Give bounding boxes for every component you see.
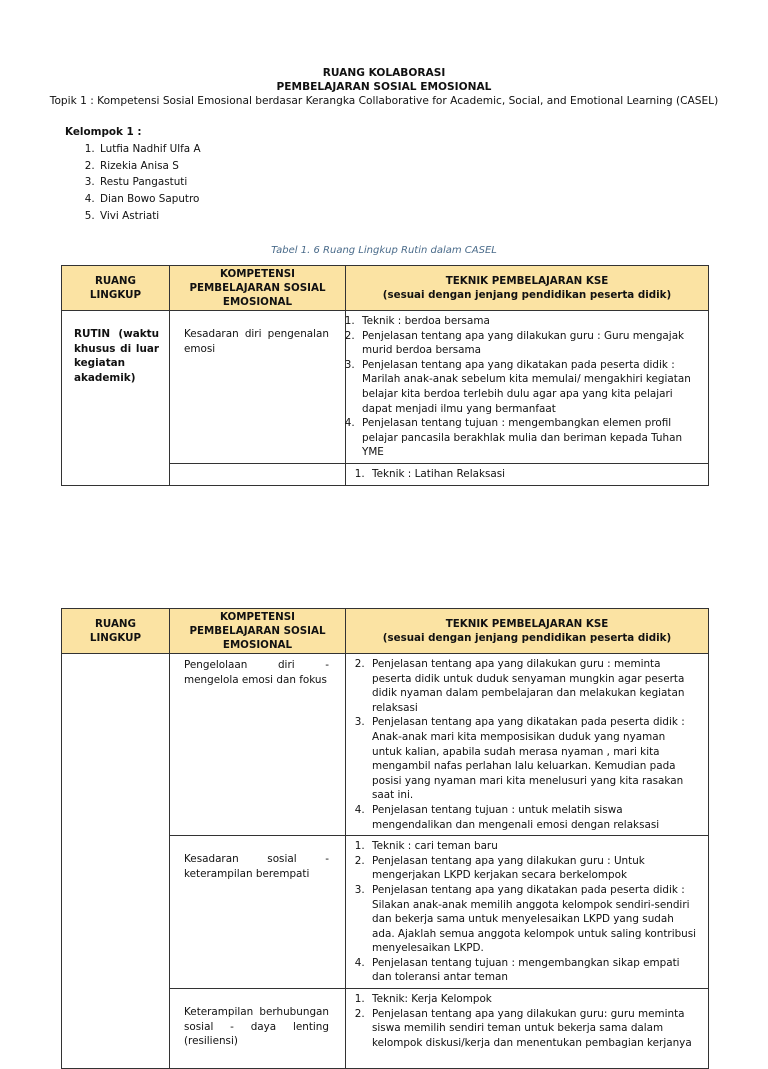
header-text: EMOSIONAL: [222, 639, 293, 651]
technique-cell: [346, 463, 709, 485]
list-item: 1. Teknik : cari teman baru: [368, 839, 698, 854]
competence-cell: Keterampilan berhubungan sosial - daya lenting (resiliensi): [170, 989, 346, 1069]
list-item: 1. Teknik : berdoa bersama: [358, 314, 698, 329]
competence-cell: Kesadaran diri pengenalan emosi: [170, 311, 346, 464]
technique-list: [346, 839, 698, 985]
table-continued: [61, 608, 709, 1069]
header-text: TEKNIK PEMBELAJARAN KSE: [445, 618, 609, 630]
document-subtitle: PEMBELAJARAN SOSIAL EMOSIONAL: [276, 81, 492, 93]
header-text: LINGKUP: [89, 632, 142, 644]
member-item: 1. Lutfia Nadhif Ulfa A: [98, 141, 201, 158]
list-item: 3. Penjelasan tentang apa yang dikatakan pada peserta didik : Silakan anak-anak memilih anggota kelompok sendiri-sendiri dan bekerja sama untuk menyelesaikan LKPD yang sudah ada. Ajaklah semua anggota kelompok untuk saling kontribusi menyelesaikan LKPD.: [368, 883, 698, 956]
header-text: PEMBELAJARAN SOSIAL: [189, 282, 326, 294]
topic-line: Topik 1 : Kompetensi Sosial Emosional berdasar Kerangka Collaborative for Academic, Social, and Emotional Learning (CASEL): [49, 95, 719, 107]
technique-cell: [346, 836, 709, 989]
header-ruang-lingkup: [62, 609, 170, 654]
list-item: 1. Teknik : Latihan Relaksasi: [368, 467, 698, 482]
table-rutin: [61, 265, 709, 486]
list-item: 2. Penjelasan tentang apa yang dilakukan guru : meminta peserta didik untuk duduk senyaman mungkin agar peserta didik nyaman dalam pembelajaran dan melakukan kegiatan relaksasi: [368, 657, 698, 715]
scope-cell: [62, 654, 170, 1069]
header-text: RUANG: [94, 618, 136, 630]
header-text: EMOSIONAL: [222, 296, 293, 308]
list-item: 1. Teknik: Kerja Kelompok: [368, 992, 698, 1007]
technique-cell: [346, 311, 709, 464]
member-item: 3. Restu Pangastuti: [98, 174, 201, 191]
table-header-row: [62, 609, 709, 654]
technique-cell: [346, 989, 709, 1069]
member-list: [65, 141, 201, 225]
list-item: 2. Penjelasan tentang apa yang dilakukan guru : Guru mengajak murid berdoa bersama: [358, 329, 698, 358]
member-item: 5. Vivi Astriati: [98, 208, 201, 225]
header-text: RUANG: [94, 275, 136, 287]
technique-list: [346, 657, 698, 832]
table-row: [62, 311, 709, 464]
competence-cell: Kesadaran sosial - keterampilan berempati: [170, 836, 346, 989]
group-label: Kelompok 1 :: [65, 126, 142, 138]
header-text: PEMBELAJARAN SOSIAL: [189, 625, 326, 637]
header-text: TEKNIK PEMBELAJARAN KSE: [445, 275, 609, 287]
table-header-row: [62, 266, 709, 311]
technique-list: [346, 314, 698, 460]
header-text: LINGKUP: [89, 289, 142, 301]
table-caption: Tabel 1. 6 Ruang Lingkup Rutin dalam CASEL: [271, 245, 497, 256]
list-item: 4. Penjelasan tentang tujuan : untuk melatih siswa mengendalikan dan mengenali emosi dengan relaksasi: [368, 803, 698, 832]
list-item: 3. Penjelasan tentang apa yang dikatakan pada peserta didik : Marilah anak-anak sebelum kita memulai/ mengakhiri kegiatan belajar kita berdoa terlebih dulu agar apa yang kita pelajari dapat menjadi ilmu yang bermanfaat: [358, 358, 698, 416]
header-text: (sesuai dengan jenjang pendidikan peserta didik): [382, 632, 672, 644]
member-item: 4. Dian Bowo Saputro: [98, 191, 201, 208]
group-section: [65, 124, 201, 225]
header-kompetensi: [170, 609, 346, 654]
document-title: RUANG KOLABORASI: [322, 67, 446, 79]
header-text: (sesuai dengan jenjang pendidikan peserta didik): [382, 289, 672, 301]
list-item: 4. Penjelasan tentang tujuan : mengembangkan elemen profil pelajar pancasila berakhlak mulia dan beriman kepada Tuhan YME: [358, 416, 698, 460]
list-item: 2. Penjelasan tentang apa yang dilakukan guru: guru meminta siswa memilih sendiri teman untuk bekerja sama dalam kelompok diskusi/kerja dan menentukan pembagian kerjanya: [368, 1007, 698, 1051]
header-teknik: [346, 266, 709, 311]
scope-cell: RUTIN (waktu khusus di luar kegiatan akademik): [62, 311, 170, 486]
list-item: 4. Penjelasan tentang tujuan : mengembangkan sikap empati dan toleransi antar teman: [368, 956, 698, 985]
header-ruang-lingkup: [62, 266, 170, 311]
competence-cell: Pengelolaan diri - mengelola emosi dan fokus: [170, 654, 346, 836]
technique-list: [346, 992, 698, 1050]
table-row: [62, 654, 709, 836]
list-item: 2. Penjelasan tentang apa yang dilakukan guru : Untuk mengerjakan LKPD kerjakan secara berkelompok: [368, 854, 698, 883]
header-teknik: [346, 609, 709, 654]
document-header: [0, 66, 768, 108]
technique-cell: [346, 654, 709, 836]
header-text: KOMPETENSI: [219, 611, 296, 623]
member-item: 2. Rizekia Anisa S: [98, 158, 201, 175]
header-kompetensi: [170, 266, 346, 311]
technique-list: [346, 467, 698, 482]
competence-cell: [170, 463, 346, 485]
list-item: 3. Penjelasan tentang apa yang dikatakan pada peserta didik : Anak-anak mari kita memposisikan duduk yang nyaman untuk kalian, apabila sudah merasa nyaman , mari kita mengambil nafas perlahan lalu keluarkan. Kemudian pada posisi yang nyaman mari kita menelusuri yang kita rasakan saat ini.: [368, 715, 698, 803]
header-text: KOMPETENSI: [219, 268, 296, 280]
